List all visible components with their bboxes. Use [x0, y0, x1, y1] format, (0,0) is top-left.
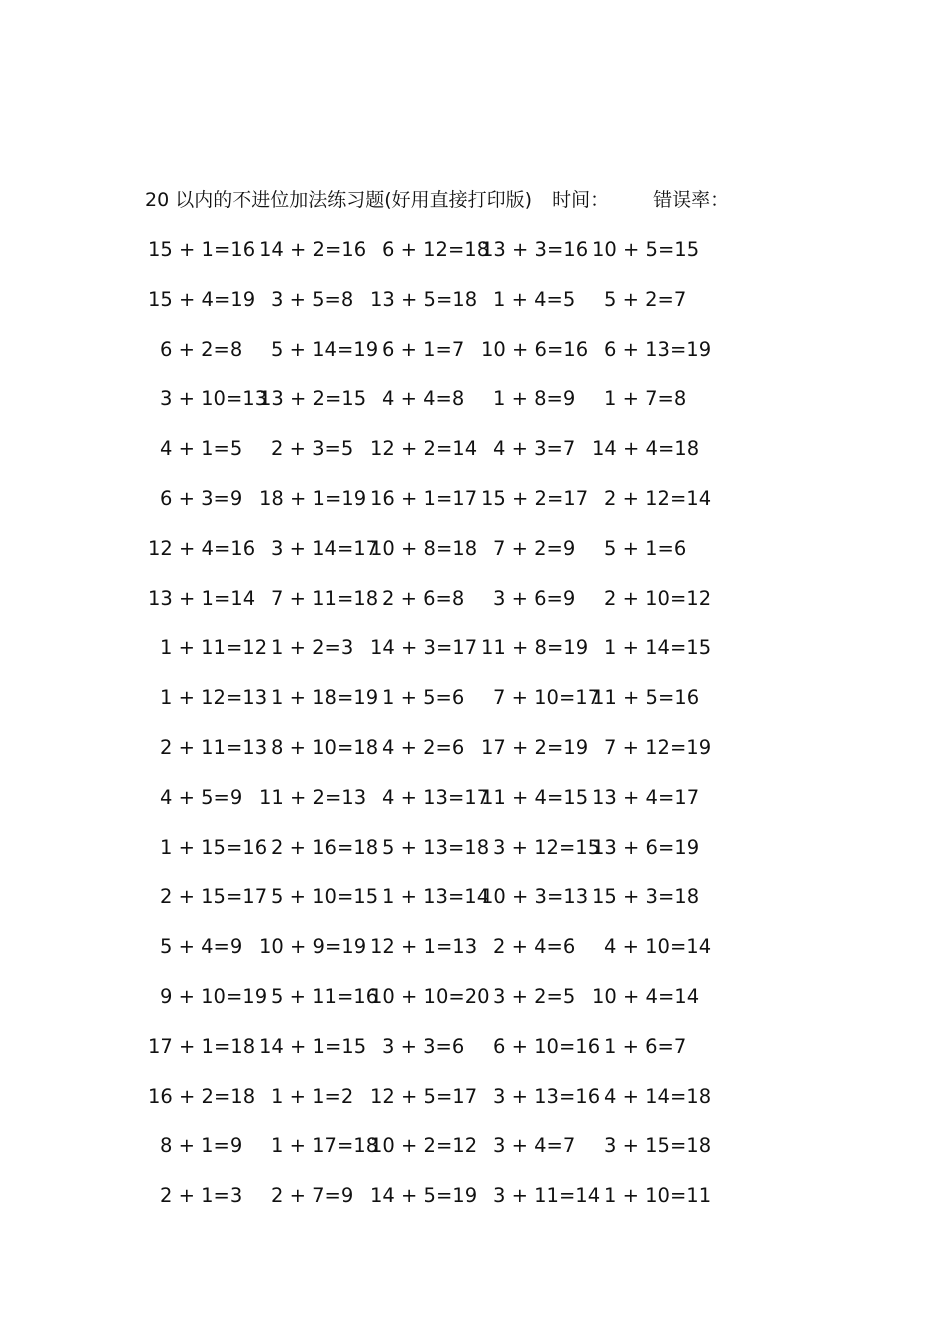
equation-row — [148, 634, 712, 684]
equation-row — [148, 1132, 712, 1182]
equation-item: 13 + 1=14 — [148, 586, 256, 610]
equation-item: 5 + 1=6 — [604, 536, 687, 560]
equation-row — [148, 933, 712, 983]
equation-item: 2 + 12=14 — [604, 486, 712, 510]
equation-row — [148, 1083, 712, 1133]
equation-item: 5 + 10=15 — [271, 885, 379, 909]
equation-item: 4 + 5=9 — [160, 785, 243, 809]
equation-item: 1 + 2=3 — [271, 636, 354, 660]
equation-item: 10 + 8=18 — [370, 536, 478, 560]
equation-item: 4 + 3=7 — [493, 437, 576, 461]
equation-item: 3 + 15=18 — [604, 1134, 712, 1158]
equation-item: 7 + 10=17 — [493, 686, 601, 710]
equation-item: 2 + 4=6 — [493, 935, 576, 959]
equation-item: 2 + 11=13 — [160, 735, 268, 759]
equation-item: 13 + 2=15 — [259, 387, 367, 411]
equation-item: 7 + 11=18 — [271, 586, 379, 610]
equation-row — [148, 535, 708, 585]
equation-item: 4 + 4=8 — [382, 387, 465, 411]
equation-item: 1 + 10=11 — [604, 1184, 712, 1208]
equation-item: 10 + 6=16 — [481, 337, 589, 361]
equation-item: 10 + 10=20 — [370, 984, 490, 1008]
equation-row — [148, 435, 708, 485]
equation-item: 4 + 2=6 — [382, 735, 465, 759]
equation-item: 1 + 8=9 — [493, 387, 576, 411]
equation-item: 15 + 3=18 — [592, 885, 700, 909]
equation-row — [148, 336, 712, 386]
equation-item: 18 + 1=19 — [259, 486, 367, 510]
error-rate-label: 错误率： — [653, 189, 730, 211]
equation-item: 14 + 5=19 — [370, 1184, 478, 1208]
equation-row — [148, 485, 712, 535]
equation-item: 14 + 1=15 — [259, 1034, 367, 1058]
equation-item: 15 + 1=16 — [148, 238, 256, 261]
equation-item: 1 + 17=18 — [271, 1134, 379, 1158]
equation-item: 15 + 2=17 — [481, 486, 589, 510]
equation-item: 3 + 12=15 — [493, 835, 601, 859]
equation-item: 13 + 6=19 — [592, 835, 700, 859]
equation-item: 1 + 13=14 — [382, 885, 490, 909]
equation-item: 12 + 4=16 — [148, 536, 256, 560]
equation-item: 11 + 4=15 — [481, 785, 589, 809]
equation-item: 1 + 14=15 — [604, 636, 712, 660]
equation-item: 3 + 2=5 — [493, 984, 576, 1008]
equation-item: 1 + 1=2 — [271, 1084, 354, 1108]
equation-item: 12 + 2=14 — [370, 437, 478, 461]
equation-item: 8 + 1=9 — [160, 1134, 243, 1158]
equation-item: 5 + 14=19 — [271, 337, 379, 361]
equation-item: 3 + 5=8 — [271, 287, 354, 311]
equation-item: 4 + 14=18 — [604, 1084, 712, 1108]
equation-item: 6 + 13=19 — [604, 337, 712, 361]
equation-item: 3 + 4=7 — [493, 1134, 576, 1158]
equation-item: 3 + 13=16 — [493, 1084, 601, 1108]
equation-item: 4 + 10=14 — [604, 935, 712, 959]
equation-item: 1 + 7=8 — [604, 387, 687, 411]
equation-item: 10 + 2=12 — [370, 1134, 478, 1158]
equation-item: 6 + 2=8 — [160, 337, 243, 361]
equation-item: 14 + 3=17 — [370, 636, 478, 660]
equation-item: 5 + 13=18 — [382, 835, 490, 859]
equation-item: 1 + 18=19 — [271, 686, 379, 710]
equation-item: 13 + 5=18 — [370, 287, 478, 311]
equation-item: 6 + 1=7 — [382, 337, 465, 361]
equation-item: 14 + 2=16 — [259, 238, 367, 261]
equation-item: 10 + 9=19 — [259, 935, 367, 959]
equation-item: 13 + 4=17 — [592, 785, 700, 809]
worksheet-title: 20 以内的不进位加法练习题(好用直接打印版) — [145, 189, 533, 211]
equation-item: 2 + 1=3 — [160, 1184, 243, 1208]
equation-item: 3 + 10=13 — [160, 387, 268, 411]
equation-item: 1 + 15=16 — [160, 835, 268, 859]
equation-row — [148, 883, 708, 933]
equation-row — [148, 1182, 712, 1232]
worksheet-header — [145, 186, 729, 214]
equation-item: 3 + 6=9 — [493, 586, 576, 610]
equation-item: 11 + 8=19 — [481, 636, 589, 660]
equation-item: 5 + 4=9 — [160, 935, 243, 959]
equation-row — [148, 684, 708, 734]
equation-item: 8 + 10=18 — [271, 735, 379, 759]
equation-item: 6 + 12=18 — [382, 238, 490, 261]
equation-item: 2 + 3=5 — [271, 437, 354, 461]
equation-item: 2 + 15=17 — [160, 885, 268, 909]
equation-item: 12 + 5=17 — [370, 1084, 478, 1108]
equation-item: 3 + 14=17 — [271, 536, 379, 560]
equation-item: 2 + 6=8 — [382, 586, 465, 610]
equation-item: 1 + 12=13 — [160, 686, 268, 710]
equation-row — [148, 585, 712, 635]
time-label: 时间： — [552, 189, 610, 211]
equation-item: 3 + 3=6 — [382, 1034, 465, 1058]
equation-item: 11 + 2=13 — [259, 785, 367, 809]
equation-item: 2 + 16=18 — [271, 835, 379, 859]
equation-item: 3 + 11=14 — [493, 1184, 601, 1208]
equation-row — [148, 983, 708, 1033]
equation-row — [148, 236, 708, 286]
equation-item: 2 + 7=9 — [271, 1184, 354, 1208]
equation-item: 1 + 5=6 — [382, 686, 465, 710]
equation-row — [148, 834, 708, 884]
equation-item: 6 + 3=9 — [160, 486, 243, 510]
equation-item: 15 + 4=19 — [148, 287, 256, 311]
equation-item: 1 + 4=5 — [493, 287, 576, 311]
equation-item: 17 + 2=19 — [481, 735, 589, 759]
equation-row — [148, 286, 708, 336]
equation-item: 1 + 11=12 — [160, 636, 268, 660]
equation-item: 13 + 3=16 — [481, 238, 589, 261]
equation-item: 11 + 5=16 — [592, 686, 700, 710]
equation-item: 2 + 10=12 — [604, 586, 712, 610]
equation-item: 7 + 2=9 — [493, 536, 576, 560]
equation-item: 16 + 1=17 — [370, 486, 478, 510]
equation-item: 4 + 13=17 — [382, 785, 490, 809]
equation-item: 4 + 1=5 — [160, 437, 243, 461]
equation-item: 6 + 10=16 — [493, 1034, 601, 1058]
equation-item: 12 + 1=13 — [370, 935, 478, 959]
equation-row — [148, 1033, 708, 1083]
equation-item: 7 + 12=19 — [604, 735, 712, 759]
equation-item: 1 + 6=7 — [604, 1034, 687, 1058]
addition-grid — [148, 236, 712, 1232]
equation-item: 16 + 2=18 — [148, 1084, 256, 1108]
equation-item: 14 + 4=18 — [592, 437, 700, 461]
equation-item: 5 + 2=7 — [604, 287, 687, 311]
equation-row — [148, 734, 712, 784]
equation-item: 17 + 1=18 — [148, 1034, 256, 1058]
equation-item: 10 + 4=14 — [592, 984, 700, 1008]
equation-item: 5 + 11=16 — [271, 984, 379, 1008]
equation-item: 10 + 3=13 — [481, 885, 589, 909]
equation-row — [148, 784, 708, 834]
equation-item: 9 + 10=19 — [160, 984, 268, 1008]
equation-item: 10 + 5=15 — [592, 238, 700, 261]
equation-row — [148, 385, 708, 435]
